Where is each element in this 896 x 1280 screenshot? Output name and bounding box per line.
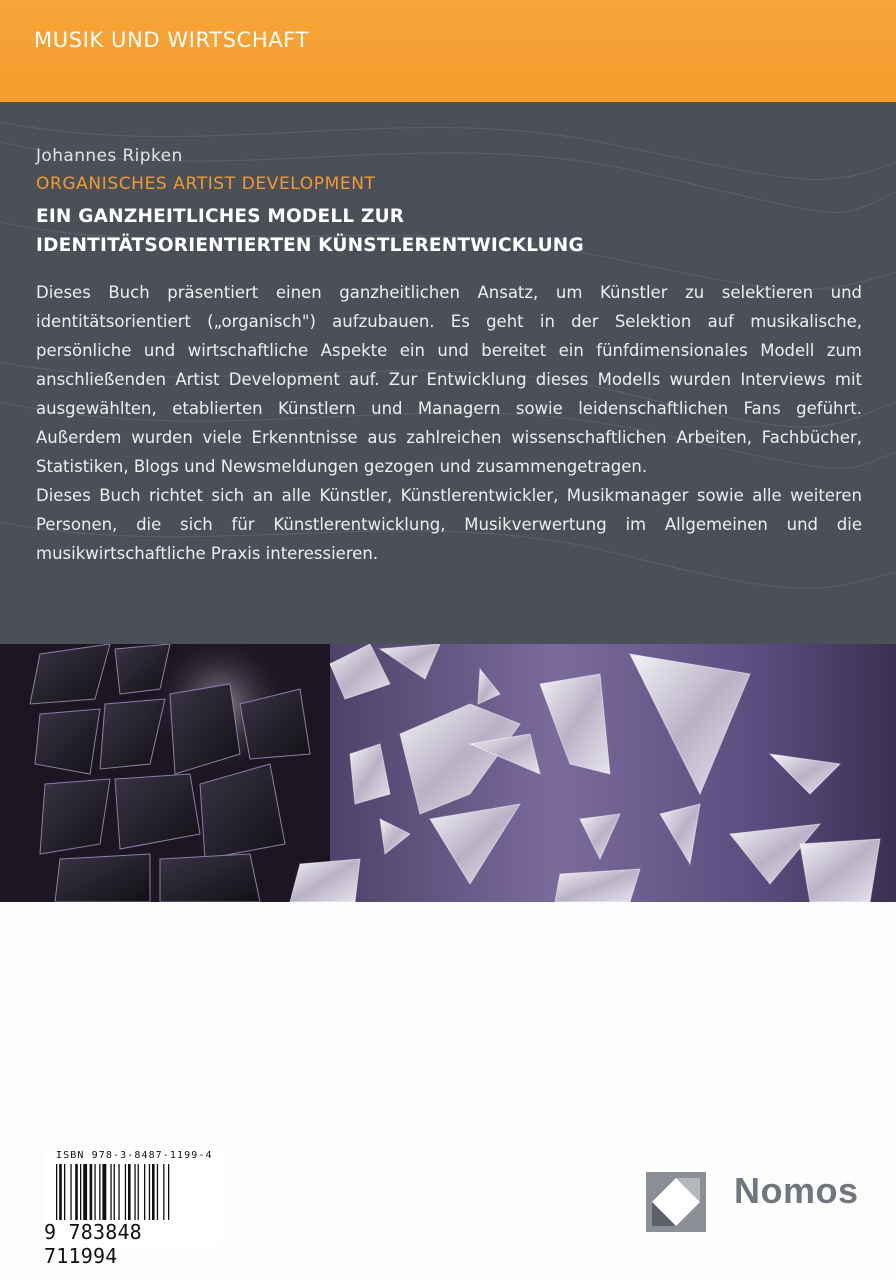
book-subtitle-line-2: IDENTITÄTSORIENTIERTEN KÜNSTLERENTWICKLUNG (36, 235, 584, 256)
publisher-name: Nomos (734, 1170, 859, 1211)
cover-image-shattered-mirror (0, 644, 896, 902)
book-subtitle-line-1: EIN GANZHEITLICHES MODELL ZUR (36, 206, 405, 227)
barcode-digits: 9 783848 711994 (44, 1220, 142, 1268)
blurb (36, 278, 862, 568)
author-name: Johannes Ripken (36, 146, 183, 166)
book-title: ORGANISCHES ARTIST DEVELOPMENT (36, 174, 376, 194)
barcode-bars-icon (54, 1164, 214, 1220)
isbn-barcode (44, 1150, 222, 1268)
blurb-paragraph-2: Dieses Buch richtet sich an alle Künstler, Künstlerentwickler, Musikmanager sowie alle weiteren Personen, die sich für Künstlerentwicklung, Musikverwertung im Allgemeinen und die musikwirtschaftliche Praxis interessieren. (36, 486, 862, 563)
nomos-diamond-icon (646, 1172, 706, 1232)
series-title: MUSIK UND WIRTSCHAFT (34, 28, 309, 52)
isbn-label: ISBN 978-3-8487-1199-4 (56, 1150, 213, 1161)
blurb-paragraph-1: Dieses Buch präsentiert einen ganzheitlichen Ansatz, um Künstler zu selektieren und identitätsorientiert („organisch") aufzubauen. Es geht in der Selektion auf musikalische, persönliche und wirtschaftliche Aspekte ein und bereitet ein fünfdimensionales Modell zum anschließenden Artist Development auf. Zur Entwicklung dieses Modells wurden Interviews mit ausgewählten, etablierten Künstlern und Managern sowie leidenschaftlichen Fans geführt. Außerdem wurden viele Erkenntnisse aus zahlreichen wissenschaftlichen Arbeiten, Fachbücher, Statistiken, Blogs und Newsmeldungen gezogen und zusammengetragen. (36, 283, 862, 476)
shattered-mirror-illustration (0, 644, 896, 902)
series-band (0, 0, 896, 102)
book-subtitle (36, 202, 876, 260)
back-cover-text-panel (0, 102, 896, 644)
